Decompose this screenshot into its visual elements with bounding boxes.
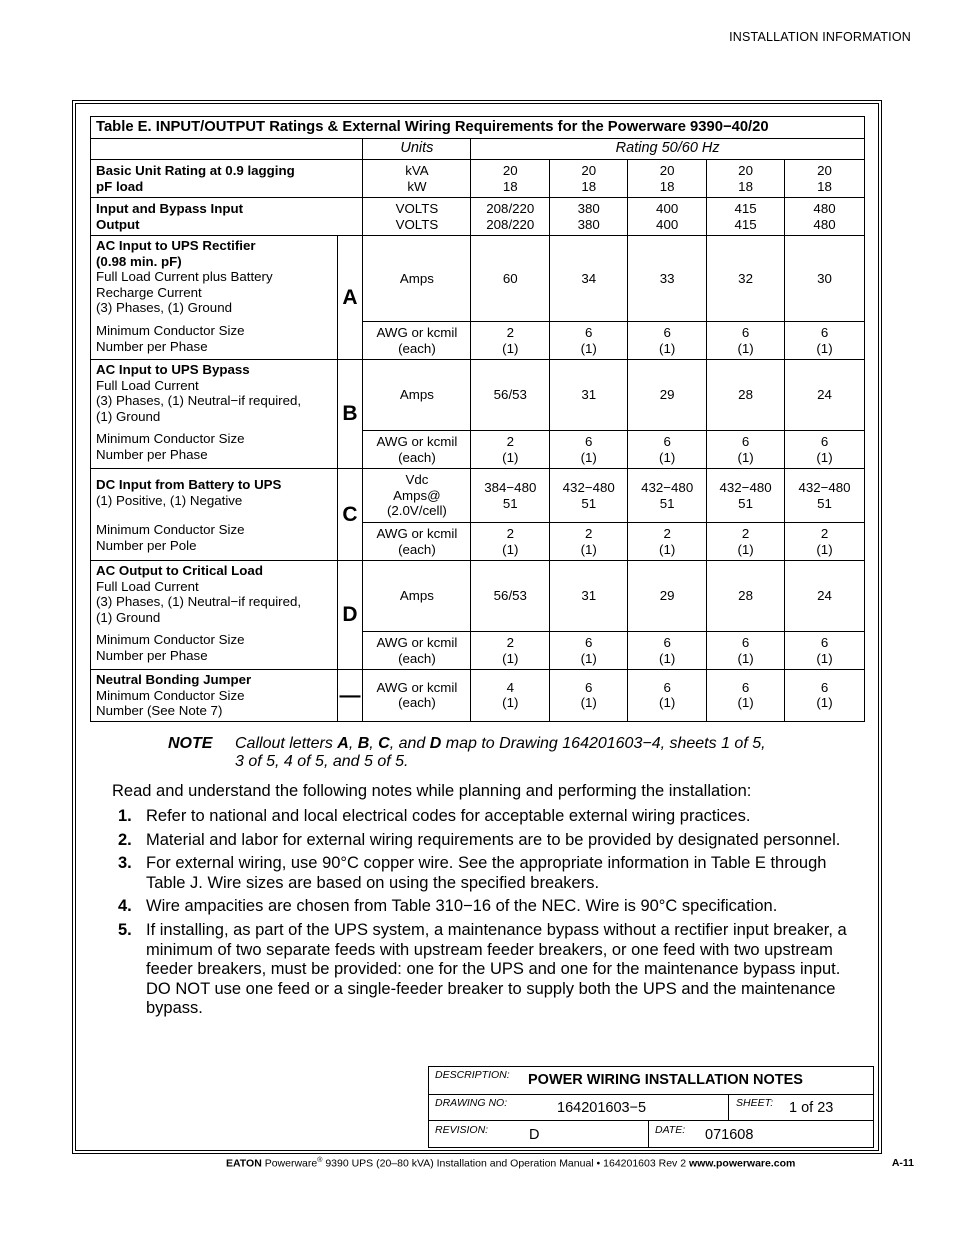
table-cell: 6 (1) [550,670,628,722]
section-d-desc: AC Output to Critical Load Full Load Current (3) Phases, (1) Neutral−if required, (1) Ground Minimum Conductor Size Number per Phase [91,561,338,670]
table-cell: 56/53 [471,360,550,431]
drawing-label: DRAWING NO: [435,1097,508,1109]
table-cell: 6 (1) [707,431,785,469]
title-block-drawing-row [429,1094,873,1121]
table-cell: 31 [550,561,628,632]
ratings-table [90,116,865,722]
table-cell: 2 (1) [471,523,550,561]
note-text: Callout letters A, B, C, and D map to Drawing 164201603−4, sheets 1 of 5, 3 of 5, 4 of 5, and 5 of 5. [235,735,766,770]
table-cell: 415 415 [707,198,785,236]
title-block-description-row [429,1067,873,1095]
table-cell: 24 [785,360,865,431]
list-item: 2. Material and labor for external wiring requirements are to be provided by designated personnel. [118,830,841,849]
table-cell: 30 [785,236,865,322]
table-cell: 20 18 [628,160,707,198]
notes-list [112,807,847,1023]
revision-value: D [529,1127,540,1143]
table-cell: 2 (1) [707,523,785,561]
section-b-desc: AC Input to UPS Bypass Full Load Current (3) Phases, (1) Neutral−if required, (1) Ground Minimum Conductor Size Number per Phase [91,360,338,469]
table-cell: 208/220 208/220 [471,198,550,236]
table-cell: 33 [628,236,707,322]
section-b-cond-units: AWG or kcmil (each) [363,431,471,469]
neutral-desc: Neutral Bonding Jumper Minimum Conductor Size Number (See Note 7) [91,670,338,722]
table-cell: 34 [550,236,628,322]
table-cell: 432−480 51 [550,469,628,523]
section-header: INSTALLATION INFORMATION [729,30,911,44]
table-cell: 6 (1) [707,670,785,722]
table-cell: 56/53 [471,561,550,632]
table-cell: 6 (1) [707,632,785,670]
basic-units: kVA kW [363,160,471,198]
rating-header: Rating 50/60 Hz [471,139,865,160]
input-units: VOLTS VOLTS [363,198,471,236]
table-cell: 6 (1) [628,322,707,360]
table-cell: 6 (1) [628,632,707,670]
table-cell: 384−480 51 [471,469,550,523]
table-cell: 4 (1) [471,670,550,722]
table-cell: 29 [628,561,707,632]
units-header: Units [363,139,471,160]
callout-letter-dash: — [337,670,363,722]
sheet-label: SHEET: [736,1097,774,1109]
revision-label: REVISION: [435,1124,489,1136]
input-desc: Input and Bypass Input Output [91,198,363,236]
callout-letter-a: A [337,236,363,360]
table-cell: 6 (1) [550,322,628,360]
note-label: NOTE [168,735,213,752]
table-cell: 6 (1) [785,322,865,360]
section-b-units: Amps [363,360,471,431]
date-value: 071608 [705,1127,754,1143]
table-cell: 24 [785,561,865,632]
table-cell: 432−480 51 [707,469,785,523]
table-cell: 6 (1) [707,322,785,360]
table-cell: 2 (1) [628,523,707,561]
section-c-units: Vdc Amps@ (2.0V/cell) [363,469,471,523]
table-cell: 6 (1) [628,670,707,722]
list-item: 4. Wire ampacities are chosen from Table 310−16 of the NEC. Wire is 90°C specification. [118,897,778,916]
description-label: DESCRIPTION: [435,1069,510,1081]
section-a-desc: AC Input to UPS Rectifier (0.98 min. pF) Full Load Current plus Battery Recharge Current (3) Phases, (1) Ground Minimum Conductor Size Number per Phase [91,236,338,360]
section-c-cond-units: AWG or kcmil (each) [363,523,471,561]
title-block-revision-row [429,1121,873,1147]
section-c-desc: DC Input from Battery to UPS (1) Positive, (1) Negative Minimum Conductor Size Number per Pole [91,469,338,561]
table-cell: 29 [628,360,707,431]
table-cell: 60 [471,236,550,322]
table-cell: 28 [707,561,785,632]
table-cell: 2 (1) [471,431,550,469]
callout-letter-c: C [337,469,363,561]
intro-text: Read and understand the following notes while planning and performing the installation: [112,782,752,800]
table-cell: 20 18 [785,160,865,198]
table-cell: 2 (1) [785,523,865,561]
table-cell: 6 (1) [550,431,628,469]
callout-letter-d: D [337,561,363,670]
section-d-cond-units: AWG or kcmil (each) [363,632,471,670]
description-value: POWER WIRING INSTALLATION NOTES [528,1072,803,1088]
table-cell: 20 18 [707,160,785,198]
list-item: 3. For external wiring, use 90°C copper wire. See the appropriate information in Table E through Table J. Wire sizes are based on using the specified breakers. [118,854,827,892]
table-cell: 432−480 51 [628,469,707,523]
table-cell: 31 [550,360,628,431]
table-cell: 2 (1) [550,523,628,561]
date-label: DATE: [655,1124,686,1136]
table-cell: 6 (1) [628,431,707,469]
callout-letter-b: B [337,360,363,469]
table-cell: 432−480 51 [785,469,865,523]
table-cell: 480 480 [785,198,865,236]
table-cell: 6 (1) [785,670,865,722]
title-block [428,1066,874,1148]
page-number: A-11 [891,1157,914,1169]
table-cell: 6 (1) [785,632,865,670]
table-cell: 28 [707,360,785,431]
footer-text: EATON Powerware® 9390 UPS (20–80 kVA) Installation and Operation Manual • 164201603 Rev 2 www.powerware.com [226,1157,796,1170]
table-cell: 20 18 [550,160,628,198]
list-item: 5. If installing, as part of the UPS system, a maintenance bypass without a rectifier input breaker, a minimum of two separate feeds with upstream feeder breakers, or one feed with two upstream feeder breakers, must be provided: one for the UPS and one for the maintenance bypass input. DO NOT use one feed or a single-feeder breaker to supply both the UPS and the maintenance bypass. [118,920,847,1018]
table-cell: 32 [707,236,785,322]
section-a-units: Amps [363,236,471,322]
table-cell: 6 (1) [785,431,865,469]
section-d-units: Amps [363,561,471,632]
header-blank [91,139,363,160]
table-cell: 6 (1) [550,632,628,670]
table-cell: 20 18 [471,160,550,198]
table-cell: 380 380 [550,198,628,236]
section-a-cond-units: AWG or kcmil (each) [363,322,471,360]
basic-desc: Basic Unit Rating at 0.9 lagging pF load [91,160,363,198]
list-item: 1. Refer to national and local electrical codes for acceptable external wiring practices. [118,807,751,825]
sheet-value: 1 of 23 [789,1100,834,1116]
neutral-cond-units: AWG or kcmil (each) [363,670,471,722]
table-cell: 2 (1) [471,322,550,360]
table-title: Table E. INPUT/OUTPUT Ratings & External Wiring Requirements for the Powerware 9390−40/20 [91,117,865,139]
table-cell: 400 400 [628,198,707,236]
table-cell: 2 (1) [471,632,550,670]
drawing-value: 164201603−5 [557,1100,647,1116]
